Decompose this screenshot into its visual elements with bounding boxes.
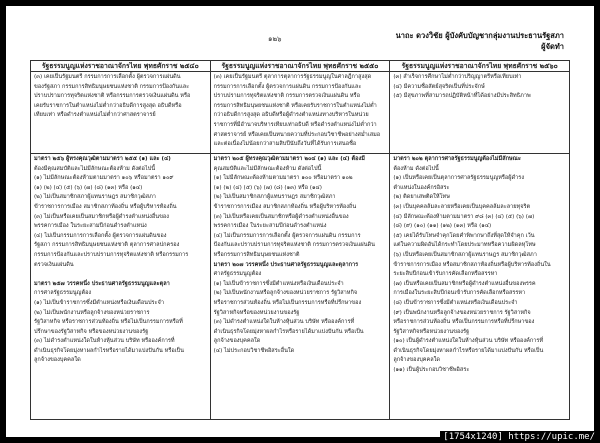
text-line: (๔) ไม่ประกอบวิชาชีพอิสระอื่นใด bbox=[213, 347, 295, 354]
text-line: (๑๑) เป็นผู้ประกอบวิชาชีพอิสระ bbox=[393, 367, 470, 374]
text-line: แต่ในความผิดอันได้กระทำโดยประมาทหรือความผิดลหุโทษ bbox=[393, 242, 536, 249]
text-line: (๙) เป็นพนักงานหรือลูกจ้างของหน่วยราชการ รัฐวิสาหกิจ bbox=[393, 309, 531, 316]
column-header: รัฐธรรมนูญแห่งราชอาณาจักรไทย พุทธศักราช ๒๕๔๐ bbox=[31, 61, 211, 72]
table-cell bbox=[390, 154, 570, 420]
author-block bbox=[396, 30, 564, 52]
text-line: (๓) เคยเป็นรัฐมนตรี กรรมการการเลือกตั้ง ผู้ตรวจการแผ่นดิน bbox=[34, 74, 181, 80]
text-line: ราชการที่มีอำนาจบริหารเทียบเท่าอธิบดี หรือดำรงตำแหน่งไม่ต่ำกว่า bbox=[213, 121, 377, 128]
text-line: มาตรา ๒๐๗ วรรคหนึ่ง ประธานศาลรัฐธรรมนูญและตุลาการ bbox=[213, 261, 359, 268]
text-line: ของรัฐสภา กรรมการสิทธิมนุษยชนแห่งชาติ กรรมการป้องกันและ bbox=[34, 83, 190, 90]
text-line: (๒) ไม่เป็นพนักงานหรือลูกจ้างของหน่วยราชการ รัฐวิสาหกิจ bbox=[213, 290, 358, 297]
text-line: หรือราชการส่วนท้องถิ่น หรือไม่เป็นกรรมการหรือที่ปรึกษาของ bbox=[213, 299, 362, 306]
text-line: (๒) ติดยาเสพติดให้โทษ bbox=[393, 194, 450, 201]
text-line: มาตรา ๒๕๗ วรรคหนึ่ง ประธานศาลรัฐธรรมนูญและตุลา bbox=[34, 280, 170, 287]
text-line: (๕) มีสุขภาพที่สามารถปฏิบัติหน้าที่ได้อย่างมีประสิทธิภาพ bbox=[393, 93, 531, 100]
text-line: มาตรา ๒๕๖ ผู้ทรงคุณวุฒิตามมาตรา ๒๕๕ (๑) และ (๔) bbox=[34, 156, 171, 162]
text-line: (๑) ไม่เป็นข้าราชการซึ่งมีตำแหน่งหรือเงินเดือนประจำ bbox=[213, 280, 344, 287]
text-line: เคยรับราชการในตำแหน่งไม่ต่ำกว่าอธิบดีการสูงสุด อธิบดีหรือ bbox=[34, 102, 182, 109]
text-line: (๓) ไม่ดำรงตำแหน่งใดในห้างหุ้นส่วน บริษัท หรือองค์การที่ bbox=[213, 319, 355, 326]
text-line: ระยะสิบปีก่อนเข้ารับการคัดเลือกหรือสรรหา bbox=[393, 271, 498, 278]
text-line: (๓) ไม่เป็นหรือเคยเป็นสมาชิกหรือผู้ดำรงตำแหน่งอื่นของ bbox=[34, 213, 170, 220]
text-line: (๔) มีความซื่อสัตย์สุจริตเป็นที่ประจักษ์ bbox=[393, 83, 485, 90]
text-line: (๘) (๙) (๑๐) (๑๑) (๑๒) (๑๓) หรือ (๑๔) bbox=[393, 223, 492, 230]
text-line: รัฐวิสาหกิจหรือของหน่วยงานของรัฐ bbox=[213, 309, 300, 316]
text-line: ศาลรัฐธรรมนูญต้อง bbox=[213, 271, 262, 278]
text-line: (๔) ไม่เป็นกรรมการการเลือกตั้ง ผู้ตรวจการแผ่นดิน กรรมการ bbox=[213, 232, 361, 239]
table-cell bbox=[31, 154, 211, 420]
text-line: การศาลรัฐธรรมนูญต้อง bbox=[34, 290, 92, 297]
text-line: (๖) เป็นหรือเคยเป็นสมาชิกสภาผู้แทนราษฎร สมาชิกวุฒิสภา bbox=[393, 251, 537, 258]
text-line: เทียบเท่า หรือดำรงตำแหน่งไม่ต่ำกว่าศาสตราจารย์ bbox=[34, 112, 156, 119]
text-line: ลูกจ้างของบุคคลใด bbox=[34, 357, 81, 364]
text-line: ต้องห้าม ดังต่อไปนี้ bbox=[393, 165, 439, 172]
header-row bbox=[31, 61, 570, 72]
comparison-table bbox=[30, 60, 570, 420]
text-line: ดำเนินธุรกิจโดยมุ่งหาผลกำไรหรือรายได้มาแบ่งปันกัน หรือเป็น bbox=[34, 347, 184, 354]
text-line: (๑) ไม่มีลักษณะต้องห้ามตามมาตรา ๑๐๐ หรือมาตรา ๑๐๒ bbox=[213, 175, 353, 182]
text-line: (๓) เคยเป็นรัฐมนตรี ตุลาการตุลาการรัฐธรรมนูญในศาลฎีกาสูงสุด bbox=[213, 74, 372, 80]
table-cell bbox=[210, 72, 390, 154]
text-line: (๑) เป็นหรือเคยเป็นตุลาการศาลรัฐธรรมนูญหรือผู้ดำรง bbox=[393, 175, 525, 182]
text-line: ป้องกันและปราบปรามการทุจริตแห่งชาติ กรรมการตรวจเงินแผ่นดิน bbox=[213, 242, 375, 249]
text-line: ลูกจ้างของบุคคลใด bbox=[213, 338, 261, 345]
text-line: (๓) ไม่เป็นหรือเคยเป็นสมาชิกหรือผู้ดำรงตำแหน่งอื่นของ bbox=[213, 213, 349, 220]
text-line: ลูกจ้างของบุคคลใด bbox=[393, 357, 441, 364]
text-line: ตรวจเงินแผ่นดิน bbox=[34, 261, 74, 268]
text-line: ศาสตราจารย์ หรือเคยเป็นทนายความที่ประกอบวิชาชีพอย่างสม่ำเสมอ bbox=[213, 131, 381, 138]
text-line: กว่าอธิบดีการสูงสุด อธิบดีหรือผู้ดำรงตำแหน่งทางบริหารในหน่วย bbox=[213, 112, 369, 119]
text-line: (๔) ไม่เป็นกรรมการการเลือกตั้ง ผู้ตรวจการแผ่นดินของ bbox=[34, 232, 167, 239]
text-line: หรือราชการส่วนท้องถิ่น หรือเป็นกรรมการหรือที่ปรึกษาของ bbox=[393, 319, 535, 326]
table-cell bbox=[390, 72, 570, 154]
text-line: คุณสมบัติและไม่มีลักษณะต้องห้าม ดังต่อไปนี้ bbox=[213, 165, 322, 172]
text-line: รัฐสภา กรรมการสิทธิมนุษยชนแห่งชาติ ตุลาการศาลปกครอง bbox=[34, 242, 180, 249]
text-line: (๗) เป็นหรือเคยเป็นสมาชิกหรือผู้ดำรงตำแหน่งอื่นของพรรค bbox=[393, 280, 536, 287]
text-line: ต้องมีคุณสมบัติและไม่มีลักษณะต้องห้าม ดังต่อไปนี้ bbox=[34, 165, 156, 172]
text-line: การเมืองในระยะสิบปีก่อนเข้ารับการคัดเลือกหรือสรรหา bbox=[393, 290, 526, 297]
text-line: ข้าราชการการเมือง หรือสมาชิกสภาท้องถิ่นหรือผู้บริหารท้องถิ่นใน bbox=[393, 261, 551, 268]
text-line bbox=[34, 270, 207, 280]
document-page bbox=[6, 6, 594, 437]
column-header: รัฐธรรมนูญแห่งราชอาณาจักรไทย พุทธศักราช ๒๕๖๐ bbox=[390, 61, 570, 72]
text-line: รัฐวิสาหกิจหรือหน่วยงานของรัฐ bbox=[393, 328, 470, 335]
text-line: ดำเนินธุรกิจโดยมุ่งหาผลกำไรหรือรายได้มาแบ่งปันกัน หรือเป็น bbox=[213, 328, 364, 335]
text-line: (๑๐) เป็นผู้ดำรงตำแหน่งใดในห้างหุ้นส่วน บริษัท หรือองค์การที่ bbox=[393, 338, 544, 345]
text-line: (๑) (๒) (๔) (๕) (๖) (๗) (๘) (๑๓) หรือ (๑๔) bbox=[34, 184, 143, 191]
text-line: พรรคการเมือง ในระยะสามปีก่อนดำรงตำแหน่ง bbox=[213, 223, 327, 230]
text-line: มาตรา ๒๐๒ ตุลาการศาลรัฐธรรมนูญต้องไม่มีลักษณะ bbox=[393, 156, 521, 162]
text-line: กรรมการการเลือกตั้ง ผู้ตรวจการแผ่นดิน กรรมการป้องกันและ bbox=[213, 83, 362, 90]
text-line: ปรึกษาของรัฐวิสาหกิจ หรือของหน่วยงานของรัฐ bbox=[34, 328, 149, 335]
text-line: (๒) ไม่เป็นสมาชิกสภาผู้แทนราษฎร สมาชิกวุฒิสภา bbox=[34, 194, 156, 201]
text-line: (๑) ไม่มีลักษณะต้องห้ามตามมาตรา ๑๐๖ หรือมาตรา ๑๐๙ bbox=[34, 175, 174, 182]
author-role: ผู้จัดทำ bbox=[541, 42, 564, 51]
text-line: (๑) ไม่เป็นข้าราชการซึ่งมีตำแหน่งหรือเงินเดือนประจำ bbox=[34, 299, 164, 306]
text-line: (๓) เป็นบุคคลล้มละลายหรือเคยเป็นบุคคลล้มละลายทุจริต bbox=[393, 203, 531, 210]
page-number: ๑๒๖ bbox=[268, 35, 282, 43]
column-header: รัฐธรรมนูญแห่งราชอาณาจักรไทย พุทธศักราช ๒๕๕๐ bbox=[210, 61, 390, 72]
text-line: (๒) ไม่เป็นสมาชิกสภาผู้แทนราษฎร สมาชิกวุฒิสภา bbox=[213, 194, 336, 201]
text-line: และต่อเนื่องไม่น้อยกว่าสามสิบปีนับถึงวันที่ได้รับการเสนอชื่อ bbox=[213, 141, 357, 148]
text-line: (๓) ไม่ดำรงตำแหน่งใดในห้างหุ้นส่วน บริษัท หรือองค์การที่ bbox=[34, 338, 175, 345]
text-line: (๑) (๒) (๔) (๕) (๖) (๗) (๘) (๑๓) หรือ (๑๔) bbox=[213, 184, 322, 191]
table-row bbox=[31, 72, 570, 154]
text-line: กรรมการป้องกันและปราบปรามการทุจริตแห่งชาติ หรือกรรมการ bbox=[34, 251, 189, 258]
text-line: ข้าราชการการเมือง สมาชิกสภาท้องถิ่น หรือผู้บริหารท้องถิ่น bbox=[34, 203, 177, 210]
text-line: (๕) เคยได้รับโทษจำคุกโดยคำพิพากษาถึงที่สุดให้จำคุก เว้น bbox=[393, 232, 535, 239]
text-line: ดำเนินธุรกิจโดยมุ่งหาผลกำไรหรือรายได้มาแบ่งปันกัน หรือเป็น bbox=[393, 347, 544, 354]
text-line: ปราบปรามการทุจริตแห่งชาติ หรือกรรมการตรวจเงินแผ่นดิน หรือ bbox=[34, 93, 191, 100]
table-cell bbox=[31, 72, 211, 154]
text-line: กรรมการสิทธิมนุษยชนแห่งชาติ หรือเคยรับราชการในตำแหน่งไม่ต่ำ bbox=[213, 102, 377, 109]
text-line: พรรคการเมือง ในระยะสามปีก่อนดำรงตำแหน่ง bbox=[34, 223, 147, 230]
text-line: (๔) มีลักษณะต้องห้ามตามมาตรา ๙๘ (๓) (๔) (๕) (๖) (๗) bbox=[393, 213, 535, 220]
text-line: (๒) ไม่เป็นพนักงานหรือลูกจ้างของหน่วยราชการ bbox=[34, 309, 150, 316]
author-line: นาถะ ดวงวิชัย ผู้บังคับบัญชากลุ่มงานประธานรัฐสภา bbox=[395, 31, 564, 40]
text-line: หรือกรรมการสิทธิมนุษยชนแห่งชาติ bbox=[213, 251, 300, 258]
text-line: ข้าราชการการเมือง สมาชิกสภาท้องถิ่น หรือผู้บริหารท้องถิ่น bbox=[213, 203, 357, 210]
table-cell bbox=[210, 154, 390, 420]
text-line: (๓) สำเร็จการศึกษาไม่ต่ำกว่าปริญญาตรีหรือเทียบเท่า bbox=[393, 74, 522, 80]
watermark: [1754x1240] https://upic.me/ bbox=[440, 431, 598, 443]
text-line: ปราบปรามการทุจริตแห่งชาติ กรรมการตรวจเงินแผ่นดิน หรือ bbox=[213, 93, 360, 100]
text-line: รัฐวิสาหกิจ หรือราชการส่วนท้องถิ่น หรือไม่เป็นกรรมการหรือที่ bbox=[34, 319, 183, 326]
table-row bbox=[31, 154, 570, 420]
text-line: มาตรา ๒๐๕ ผู้ทรงคุณวุฒิตามมาตรา ๒๐๔ (๑) และ (๔) ต้องมี bbox=[213, 156, 365, 162]
text-line: ตำแหน่งในองค์กรอิสระ bbox=[393, 184, 450, 191]
text-line: (๘) เป็นข้าราชการซึ่งมีตำแหน่งหรือเงินเดือนประจำ bbox=[393, 299, 518, 306]
